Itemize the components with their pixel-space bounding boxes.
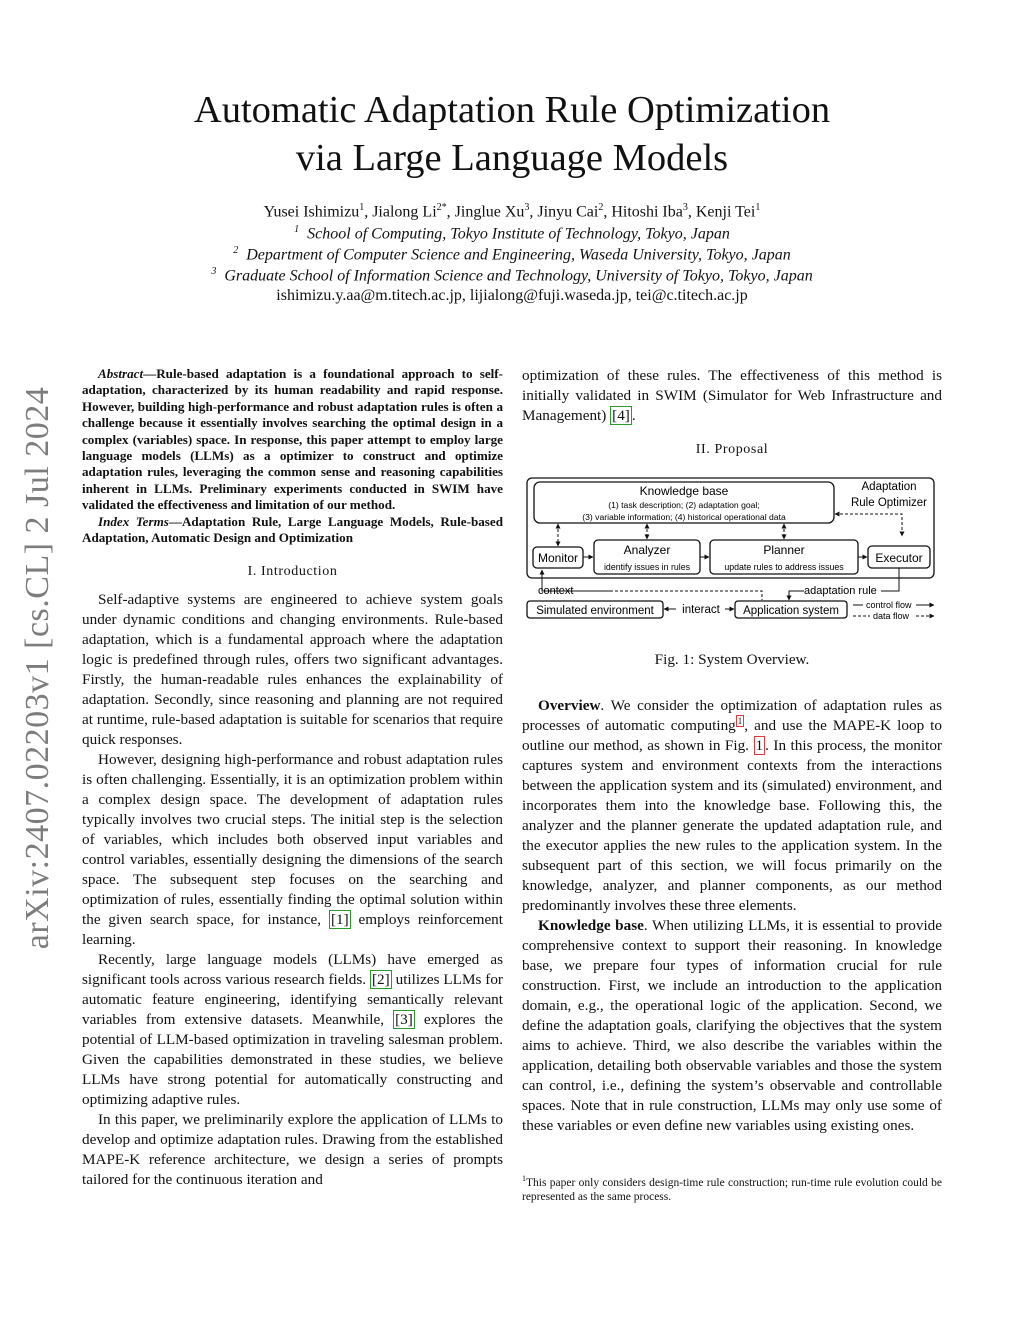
- executor-label: Executor: [875, 551, 923, 565]
- section-1-heading: I. Introduction: [247, 564, 338, 580]
- citation-link[interactable]: [2]: [371, 971, 390, 989]
- system-overview-figure: [526, 476, 944, 624]
- optimizer-label-1: Adaptation: [861, 481, 917, 493]
- abstract: Abstract—Rule-based adaptation is a foundational approach to self-adaptation, characterized by its human readability and rapid response. However, building high-performance and robust adaptation rules is often a challenge because it essentially involves searching the optimal design in a complex (variables) space. In response, this paper attempt to employ large language models (LLMs) as a optimizer to construct and optimize adaptation rules, leveraging the common sense and reasoning capabilities inherent in LLMs. Preliminary experiments conducted in SWIM have validated the effectiveness and limitation of our method.: [82, 366, 503, 513]
- author-list: Yusei Ishimizu$^1$, Jialong $Li^{2*}$, Jinglue Xu$^3$, Jinyu Cai$^2$, Hitoshi Iba$^3$, Kenji Tei$^1$: [263, 202, 761, 221]
- paper-title: [100, 86, 924, 182]
- overview-paragraph: Overview. We consider the optimization of adaptation rules as processes of automatic computing $^1$ , and use the MAPE-K loop to outline our method, as shown in Fig. 1 . In this process, the monitor captures system and environment contexts from the interactions between the application system and its (simulated) environment, and incorporates them into the knowledge base. Following this, the analyzer and the planner generate the updated adaptation rule, and the executor applies the new rules to the application system. In the subsequent part of this section, we will focus primarily on the knowledge, analyzer, and planner components, as our method predominantly involves these three elements.: [522, 697, 942, 914]
- index-terms: Index Terms—Adaptation Rule, Large Language Models, Rule-based Adaptation, Automatic Design and Optimization: [82, 513, 503, 546]
- affiliation-1: $^1$ School of Computing, Tokyo Institute of Technology, Tokyo, Japan: [294, 224, 730, 243]
- context-label: context: [538, 585, 574, 597]
- figure-link[interactable]: 1: [755, 737, 764, 754]
- interact-label: interact: [682, 604, 720, 616]
- legend-data-flow: data flow: [873, 611, 910, 621]
- left-column: [82, 366, 503, 1190]
- title-line-2: via Large Language Models: [295, 137, 729, 179]
- simulated-environment-label: Simulated environment: [536, 605, 654, 617]
- analyzer-sublabel: identify issues in rules: [603, 562, 691, 572]
- figure-caption: Fig. 1: System Overview.: [654, 651, 810, 668]
- intro-paragraph-2: However, designing high-performance and robust adaptation rules is often challenging. Essentially, it is an optimization problem within a complex design space. The development of adaptation rules typically involves two crucial steps. The initial step is the selection of variables, which includes both observed input variables and control variables, essentially designing the dimensions of the search space. The subsequent step focuses on the searching and optimization of rules, essentially finding the optimal solution within the given search space, for instance, [1] employs reinforcement learning.: [82, 751, 503, 949]
- section-2-heading: II. Proposal: [695, 442, 769, 457]
- optimizer-label-2: Rule Optimizer: [850, 497, 928, 509]
- title-line-1: Automatic Adaptation Rule Optimization: [193, 89, 831, 131]
- intro-paragraph-4: In this paper, we preliminarily explore the application of LLMs to develop and optimize adaptation rules. Drawing from the established MAPE-K reference architecture, we design a series of prompts tailored for the continuous iteration and: [82, 1111, 503, 1189]
- intro-paragraph-1: Self-adaptive systems are engineered to achieve system goals under dynamic conditions and changing environments. Rule-based adaptation, which is a fundamental approach where the adaptation logic is predefined through rules, offers two significant advantages. Firstly, the human-readable rules enhances the explainability of adaptation. Secondly, since reasoning and planning are not required at runtime, rule-based adaptation is suitable for scenarios that require quick responses.: [82, 591, 503, 749]
- citation-link[interactable]: [4]: [612, 407, 630, 424]
- right-top-paragraph: optimization of these rules. The effectiveness of this method is initially validated in SWIM (Simulator for Web Infrastructure and Management) [4] .: [522, 367, 942, 424]
- intro-paragraph-3: Recently, large language models (LLMs) have emerged as significant tools across various research fields. [2] utilizes LLMs for automatic feature engineering, identifying semantically relevant variables from extensive datasets. Meanwhile, [3] explores the potential of LLM-based optimization in traveling salesman problem. Given the capabilities demonstrated in these studies, we believe LLMs have strong potential for automatically constructing and optimizing adaptive rules.: [82, 951, 503, 1109]
- affiliation-2: $^2$ Department of Computer Science and Engineering, Waseda University, Tokyo, Japan: [233, 245, 791, 264]
- planner-label: Planner: [763, 543, 805, 557]
- footnote: $^1$This paper only considers design-time rule construction; run-time rule evolution could be represented as the same process.: [522, 1174, 942, 1203]
- knowledge-base-title: Knowledge base: [639, 484, 729, 498]
- monitor-label: Monitor: [537, 551, 579, 565]
- citation-link[interactable]: [1]: [330, 911, 349, 929]
- knowledge-base-line-1: (1) task description; (2) adaptation goal;: [608, 500, 760, 510]
- arxiv-stamp: arXiv:2407.02203v1 [cs.CL] 2 Jul 2024: [19, 386, 56, 949]
- legend-control-flow: control flow: [866, 600, 912, 610]
- affiliation-3: $^3$ Graduate School of Information Science and Technology, University of Tokyo, Tokyo, Japan: [211, 266, 813, 285]
- adaptation-rule-label: adaptation rule: [804, 585, 877, 597]
- analyzer-label: Analyzer: [623, 543, 671, 557]
- knowledge-base-line-2: (3) variable information; (4) historical operational data: [582, 512, 786, 522]
- author-emails: ishimizu.y.aa@m.titech.ac.jp, lijialong@fuji.waseda.jp, tei@c.titech.ac.jp: [276, 287, 748, 304]
- application-system-label: Application system: [743, 605, 839, 617]
- planner-sublabel: update rules to address issues: [724, 562, 844, 572]
- citation-link[interactable]: [3]: [395, 1011, 413, 1029]
- knowledge-paragraph: Knowledge base. When utilizing LLMs, it is essential to provide comprehensive context to support their reasoning. In knowledge base, we prepare four types of information crucial for rule construction. First, we include an introduction to the application domain, e.g., the operational logic of the application. Second, we define the adaptation goals, clarifying the objectives that the system aims to achieve. Third, we also describe the variables within the application, detailing both observable variables and those the system can control, i.e., defining the system’s observable and controllable spaces. Note that in rule construction, LLMs may only use some of these variables or even define new variables using existing ones.: [522, 917, 942, 1134]
- footnote-link[interactable]: 1: [737, 715, 743, 726]
